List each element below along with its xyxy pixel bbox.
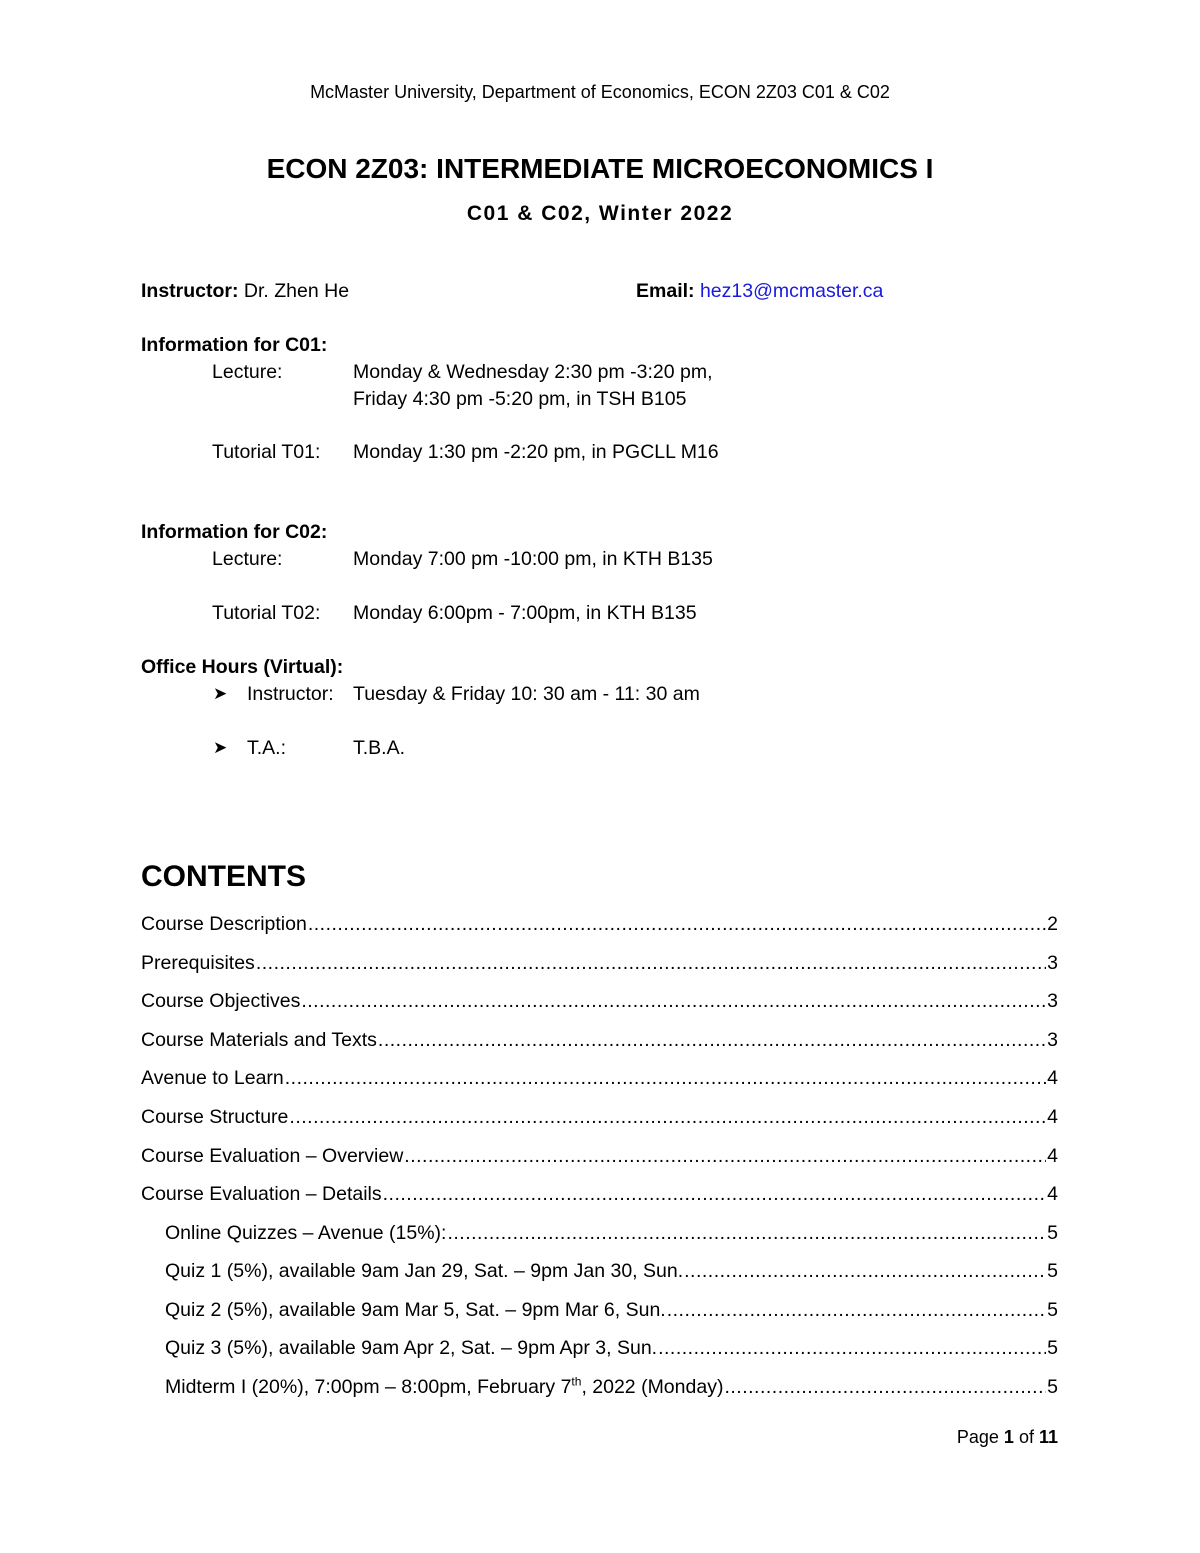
toc-entry-title: Course Structure [141, 1106, 289, 1128]
footer-current-page: 1 [1003, 1427, 1014, 1447]
toc-leader [301, 990, 1046, 1013]
document-subtitle: C01 & C02, Winter 2022 [466, 202, 734, 225]
toc-leader [378, 1029, 1046, 1052]
toc-leader [684, 1260, 1046, 1283]
toc-entry-page: 4 [1047, 1067, 1058, 1089]
toc-leader [658, 1337, 1046, 1360]
toc-leader [667, 1299, 1046, 1322]
toc-subentry[interactable] [165, 1299, 1058, 1322]
toc-entry[interactable] [141, 913, 1058, 936]
toc-entry-title: Quiz 1 (5%), available 9am Jan 29, Sat. – 9pm Jan 30, Sun. [165, 1260, 684, 1282]
toc-entry-title: Course Description [141, 913, 307, 935]
footer-total-pages: 11 [1038, 1427, 1058, 1447]
toc-entry-page: 3 [1047, 990, 1058, 1012]
toc-entry-page: 5 [1047, 1260, 1058, 1282]
toc-title-superscript: th [571, 1374, 582, 1389]
toc-entry-title: Course Evaluation – Details [141, 1183, 382, 1205]
toc-leader [447, 1222, 1046, 1245]
toc-entry-page: 4 [1047, 1183, 1058, 1205]
toc-entry-title [165, 1376, 723, 1399]
c01-heading: Information for C01: [141, 334, 328, 356]
toc-entry[interactable] [141, 952, 1058, 975]
toc-entry[interactable] [141, 1183, 1058, 1206]
toc-entry-page: 5 [1047, 1376, 1058, 1398]
toc-subentry[interactable] [165, 1260, 1058, 1283]
toc-entry-title: Course Materials and Texts [141, 1029, 377, 1051]
toc-leader [308, 913, 1046, 936]
toc-title-after: , 2022 (Monday) [581, 1376, 724, 1398]
bullet-arrow-icon: ➤ [213, 738, 228, 757]
toc-leader [289, 1106, 1046, 1129]
page-footer [957, 1427, 1058, 1448]
toc-entry[interactable] [141, 1106, 1058, 1129]
toc-entry-title: Quiz 2 (5%), available 9am Mar 5, Sat. – 9pm Mar 6, Sun. [165, 1299, 666, 1321]
toc-entry[interactable] [141, 1145, 1058, 1168]
email-link[interactable]: hez13@mcmaster.ca [699, 280, 884, 302]
c01-tutorial: Monday 1:30 pm -2:20 pm, in PGCLL M16 [353, 441, 719, 463]
footer-page-word: Page [956, 1427, 999, 1447]
toc-entry[interactable] [141, 1067, 1058, 1090]
instructor-name: Dr. Zhen He [243, 280, 350, 302]
c02-tutorial: Monday 6:00pm - 7:00pm, in KTH B135 [353, 602, 697, 624]
toc-entry-title: Quiz 3 (5%), available 9am Apr 2, Sat. – 9pm Apr 3, Sun. [165, 1337, 658, 1359]
footer-of-word: of [1018, 1427, 1034, 1447]
toc-entry-title: Prerequisites [141, 952, 255, 974]
toc-entry-page: 5 [1047, 1337, 1058, 1359]
toc-leader [383, 1183, 1047, 1206]
toc-entry-title: Course Objectives [141, 990, 301, 1012]
office-hours-ta-label: T.A.: [247, 737, 287, 759]
toc-title-before: Midterm I (20%), 7:00pm – 8:00pm, February 7 [165, 1376, 572, 1398]
c01-tutorial-label: Tutorial T01: [212, 441, 321, 463]
toc-subentry[interactable] [165, 1376, 1058, 1399]
office-hours-heading: Office Hours (Virtual): [141, 656, 344, 678]
toc-subentry[interactable] [165, 1222, 1058, 1245]
office-hours-ta: T.B.A. [353, 737, 406, 759]
page-header: McMaster University, Department of Economics, ECON 2Z03 C01 & C02 [310, 82, 890, 102]
toc-entry-page: 5 [1047, 1222, 1058, 1244]
toc-entry-page: 3 [1047, 1029, 1058, 1051]
c01-lecture-label: Lecture: [212, 361, 283, 383]
c02-tutorial-label: Tutorial T02: [212, 602, 321, 624]
email-line [636, 280, 883, 303]
toc-leader [256, 952, 1046, 975]
toc-subentry[interactable] [165, 1337, 1058, 1360]
toc-entry-page: 5 [1047, 1299, 1058, 1321]
toc-entry-page: 4 [1047, 1145, 1058, 1167]
toc-leader [404, 1145, 1046, 1168]
toc-entry[interactable] [141, 990, 1058, 1013]
document-title: ECON 2Z03: INTERMEDIATE MICROECONOMICS I [266, 153, 934, 184]
instructor-label: Instructor: [141, 280, 239, 302]
toc-entry-title: Avenue to Learn [141, 1067, 284, 1089]
instructor-line [141, 280, 349, 303]
contents-heading: CONTENTS [141, 860, 306, 893]
office-hours-instructor: Tuesday & Friday 10: 30 am - 11: 30 am [353, 683, 700, 705]
toc-entry-page: 4 [1047, 1106, 1058, 1128]
toc-leader [724, 1376, 1046, 1399]
c01-lecture-line2: Friday 4:30 pm -5:20 pm, in TSH B105 [353, 388, 687, 410]
bullet-arrow-icon: ➤ [213, 684, 228, 703]
toc-entry-title: Course Evaluation – Overview [141, 1145, 404, 1167]
c02-lecture: Monday 7:00 pm -10:00 pm, in KTH B135 [353, 548, 713, 570]
c01-lecture-line1: Monday & Wednesday 2:30 pm -3:20 pm, [353, 361, 713, 383]
email-label: Email: [636, 280, 695, 302]
toc-entry-page: 3 [1047, 952, 1058, 974]
c02-heading: Information for C02: [141, 521, 328, 543]
office-hours-instructor-label: Instructor: [247, 683, 334, 705]
toc-entry-page: 2 [1047, 913, 1058, 935]
toc-entry-title: Online Quizzes – Avenue (15%): [165, 1222, 447, 1244]
c02-lecture-label: Lecture: [212, 548, 283, 570]
toc-leader [285, 1067, 1046, 1090]
toc-entry[interactable] [141, 1029, 1058, 1052]
